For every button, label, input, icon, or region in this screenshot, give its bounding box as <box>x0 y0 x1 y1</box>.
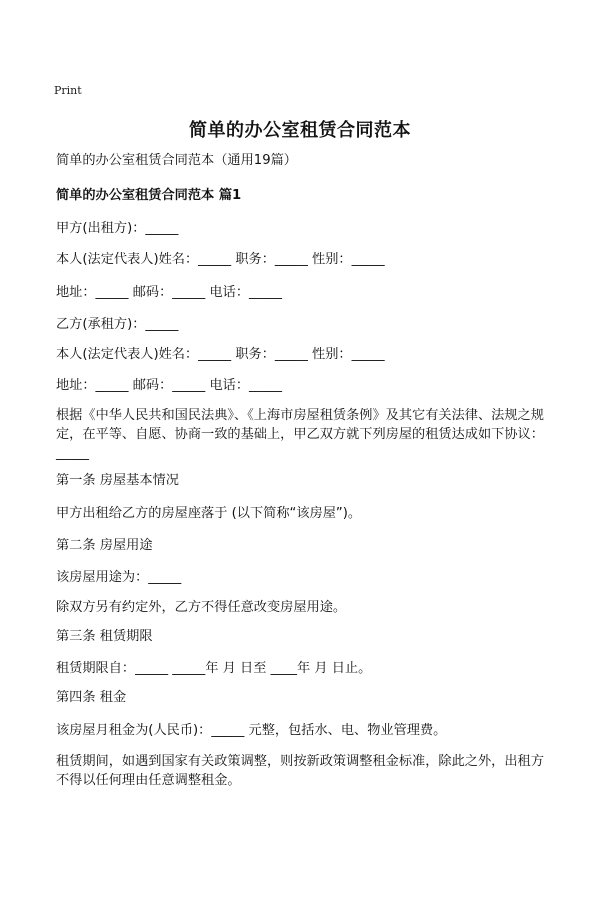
party-b-representative-line: 本人(法定代表人)姓名：_____ 职务：_____ 性别：_____ <box>56 347 385 362</box>
article-1-heading: 第一条 房屋基本情况 <box>56 473 179 488</box>
article-4-paragraph: 租赁期间，如遇到国家有关政策调整，则按新政策调整租金标准，除此之外，出租方不得以任何理由任意调整租金。 <box>56 754 544 788</box>
print-label: Print <box>54 84 82 97</box>
article-4-heading: 第四条 租金 <box>56 690 127 705</box>
article-2-text: 除双方另有约定外，乙方不得任意改变房屋用途。 <box>56 600 347 615</box>
article-4-rent-line: 该房屋月租金为(人民币)：_____ 元整，包括水、电、物业管理费。 <box>56 723 447 738</box>
subtitle-line: 简单的办公室租赁合同范本（通用19篇） <box>56 153 297 168</box>
article-3-text: 租赁期限自：_____ _____年 月 日至 ____年 月 日止。 <box>56 661 372 676</box>
preamble-paragraph: 根据《中华人民共和国民法典》、《上海市房屋租赁条例》及其它有关法律、法规之规定，在平等、自愿、协商一致的基础上，甲乙双方就下列房屋的租赁达成如下协议：_____ <box>56 408 544 461</box>
party-b-line: 乙方(承租方)：_____ <box>56 317 179 332</box>
article-3-heading: 第三条 租赁期限 <box>56 629 153 644</box>
section-heading: 简单的办公室租赁合同范本 篇1 <box>56 188 242 203</box>
party-a-address-line: 地址：_____ 邮码：_____ 电话：_____ <box>56 285 282 300</box>
party-b-address-line: 地址：_____ 邮码：_____ 电话：_____ <box>56 378 282 393</box>
party-a-representative-line: 本人(法定代表人)姓名：_____ 职务：_____ 性别：_____ <box>56 252 385 267</box>
article-2-usage-line: 该房屋用途为：_____ <box>56 570 182 585</box>
document-title: 简单的办公室租赁合同范本 <box>189 120 411 141</box>
article-2-heading: 第二条 房屋用途 <box>56 538 153 553</box>
party-a-line: 甲方(出租方)：_____ <box>56 221 179 236</box>
article-1-text: 甲方出租给乙方的房屋座落于 (以下简称“该房屋”)。 <box>56 506 362 521</box>
